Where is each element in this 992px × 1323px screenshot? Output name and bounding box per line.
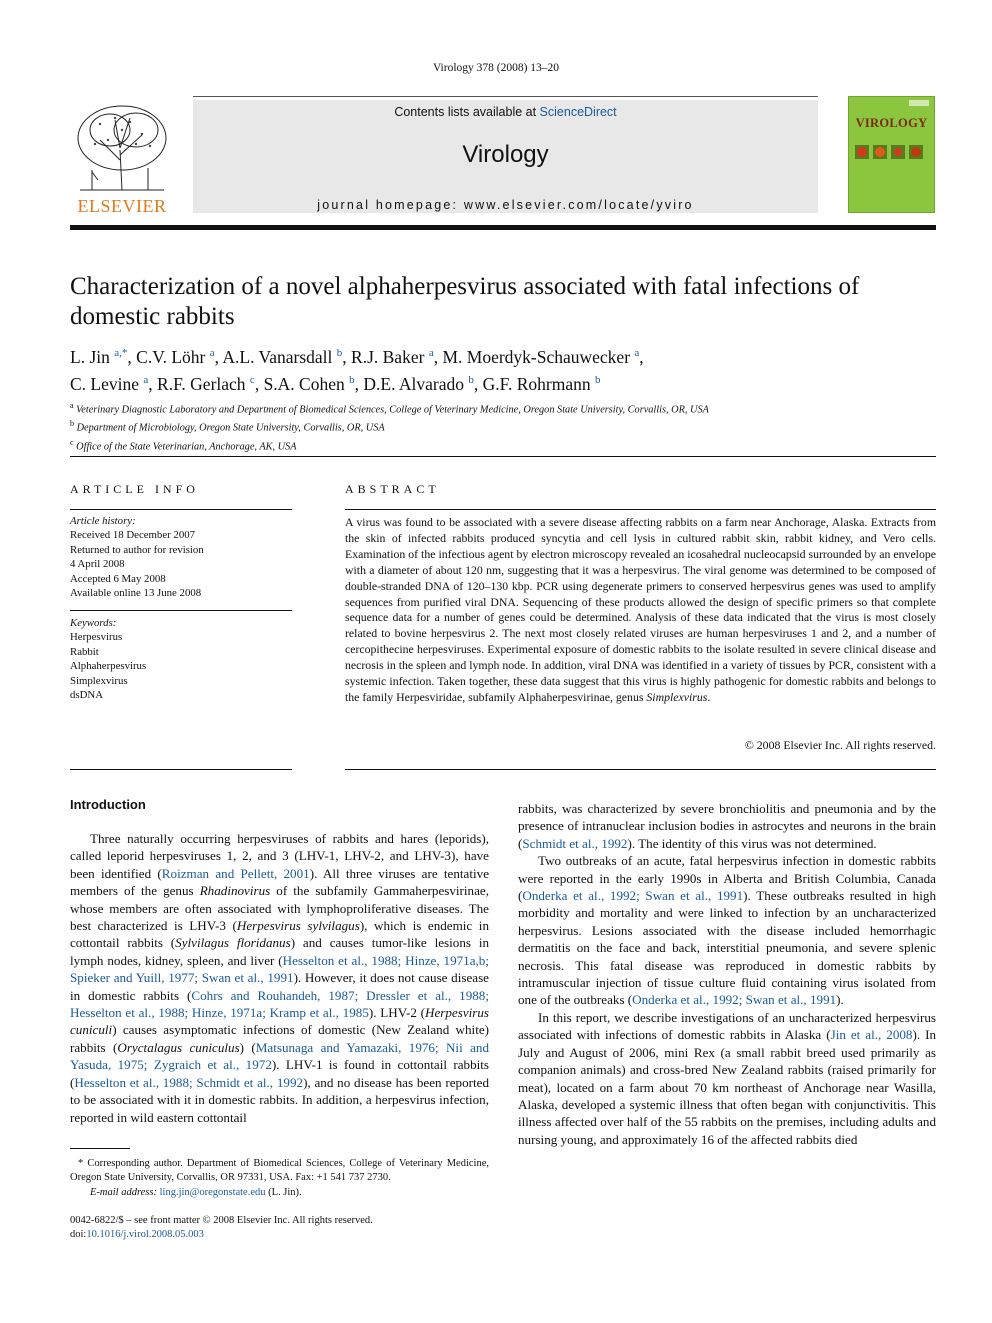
- citation-link[interactable]: Schmidt et al., 1992: [522, 835, 628, 851]
- keyword: dsDNA: [70, 689, 103, 702]
- affiliation-mark: c: [70, 437, 74, 447]
- author-affil-mark[interactable]: b: [468, 373, 474, 386]
- affiliation-c: [70, 436, 936, 454]
- affiliation-mark: b: [70, 419, 74, 429]
- author-name[interactable]: D.E. Alvarado: [363, 373, 464, 394]
- journal-homepage[interactable]: journal homepage: www.elsevier.com/locate/yviro: [317, 198, 694, 212]
- elsevier-wordmark: ELSEVIER: [77, 196, 167, 216]
- email-link[interactable]: ling.jin@oregonstate.edu: [159, 1186, 266, 1198]
- history-label: Article history:: [70, 515, 136, 527]
- author-affil-mark[interactable]: a,*: [114, 347, 128, 359]
- article-info-bottom-rule: [70, 769, 292, 770]
- author-name[interactable]: C. Levine: [70, 373, 140, 394]
- authors-line-2: C. Levine $^a$, R.F. Gerlach $^c$, S.A. Cohen $^b$, D.E. Alvarado $^b$, G.F. Rohrmann $^b$: [70, 373, 601, 394]
- authors-line-1: L. Jin $^{a,*}$, C.V. Löhr $^a$, A.L. Vanarsdall $^b$, R.J. Baker $^a$, M. Moerdyk-Schauwecker $^a$,: [70, 346, 644, 367]
- history-item: Returned to author for revision: [70, 543, 204, 556]
- author-affil-mark[interactable]: a: [634, 347, 640, 359]
- citation-link[interactable]: Jin et al., 2008: [830, 1027, 913, 1043]
- doi-line: [70, 1228, 489, 1242]
- abstract-rule: [345, 509, 936, 510]
- abstract-bottom-rule: [345, 769, 936, 770]
- author-name[interactable]: S.A. Cohen: [263, 373, 345, 394]
- history-item: Available online 13 June 2008: [70, 587, 202, 600]
- affiliation-divider: [70, 456, 936, 457]
- citation-link[interactable]: Hesselton et al., 1988; Schmidt et al., 1992: [74, 1074, 304, 1090]
- intro-paragraph: rabbits, was characterized by severe bronchiolitis and pneumonia and by the presence of intranuclear inclusion bodies in astrocytes and neurons in the brain (Schmidt et al., 1992). The identity of this virus was not determined.: [518, 801, 936, 851]
- keyword: Herpesvirus: [70, 631, 123, 644]
- corresponding-text: * Corresponding author. Department of Biomedical Sciences, College of Veterinary Medicine, Oregon State University, Corvallis, OR 97331, USA. Fax: +1 541 737 2730.: [70, 1158, 489, 1184]
- paper-title: Characterization of a novel alphaherpesvirus associated with fatal infections of domestic rabbits: [70, 273, 860, 330]
- author-name[interactable]: R.F. Gerlach: [157, 373, 246, 394]
- author-name[interactable]: L. Jin: [70, 346, 110, 367]
- affiliation-text: Veterinary Diagnostic Laboratory and Department of Biomedical Sciences, College of Veterinary Medicine, Oregon State University, Corvallis, OR, USA: [76, 404, 709, 416]
- email-line: [70, 1186, 489, 1200]
- affiliations: [70, 399, 936, 454]
- contents-availability: [193, 105, 818, 119]
- keywords-label: Keywords:: [70, 617, 117, 629]
- intro-paragraph: Two outbreaks of an acute, fatal herpesvirus infection in domestic rabbits were reported in the early 1990s in Alberta and British Columbia, Canada (Onderka et al., 1992; Swan et al., 1991). These outbreaks resulted in high morbidity and mortality and were linked to infection by an uncharacterized herpesvirus. Lesions associated with the disease included hemorrhagic dermatitis on the face and back, interstitial pneumonia, and severe splenic necrosis. This fatal disease was reproduced in domestic rabbits by intramuscular injection of tissue culture fluid containing virus isolated from one of the outbreaks (Onderka et al., 1992; Swan et al., 1991).: [518, 853, 936, 1008]
- citation-link[interactable]: Hesselton et al., 1988; Hinze, 1971a,b; Spieker and Yuill, 1977; Swan et al., 1991: [70, 952, 489, 986]
- keyword: Alphaherpesvirus: [70, 660, 147, 673]
- history-item: Received 18 December 2007: [70, 529, 196, 542]
- affiliation-a: [70, 399, 936, 417]
- article-info-rule: [70, 509, 292, 510]
- author-name[interactable]: M. Moerdyk-Schauwecker: [442, 346, 631, 367]
- keywords: [70, 616, 292, 702]
- doi-link[interactable]: 10.1016/j.virol.2008.05.003: [86, 1229, 204, 1241]
- journal-citation: Virology 378 (2008) 13–20: [432, 62, 560, 74]
- doi-label: doi:: [70, 1229, 87, 1241]
- citation-link[interactable]: Matsunaga and Yamazaki, 1976; Nii and Yasuda, 1975; Zygraich et al., 1972: [70, 1039, 489, 1073]
- author-name[interactable]: A.L. Vanarsdall: [222, 346, 333, 367]
- front-matter-meta: [70, 1214, 489, 1243]
- abstract-body: [345, 515, 936, 706]
- author-name[interactable]: G.F. Rohrmann: [482, 373, 591, 394]
- citation-link[interactable]: Onderka et al., 1992; Swan et al., 1991: [522, 888, 744, 904]
- issn-line: 0042-6822/$ – see front matter © 2008 Elsevier Inc. All rights reserved.: [70, 1215, 373, 1226]
- author-name[interactable]: C.V. Löhr: [136, 346, 206, 367]
- author-affil-mark[interactable]: c: [249, 373, 255, 386]
- introduction-heading: Introduction: [70, 797, 146, 812]
- email-suffix: (L. Jin).: [265, 1186, 302, 1198]
- author-name[interactable]: R.J. Baker: [351, 346, 425, 367]
- keyword: Simplexvirus: [70, 674, 128, 687]
- abstract-genus: Simplexvirus: [646, 689, 708, 704]
- keywords-rule: [70, 610, 292, 611]
- author-affil-mark[interactable]: a: [209, 347, 215, 359]
- article-history: [70, 514, 292, 600]
- footnote-rule: [70, 1148, 130, 1149]
- keyword: Rabbit: [70, 645, 99, 658]
- author-list: [70, 342, 936, 396]
- author-affil-mark[interactable]: b: [349, 373, 355, 386]
- abstract-copyright: © 2008 Elsevier Inc. All rights reserved.: [744, 738, 936, 752]
- abstract-text: A virus was found to be associated with a severe disease affecting rabbits on a farm near Anchorage, Alaska. Extracts from the skin of infected rabbits produced syncytia and cell lysis in cultured rabbit skin, rabbit kidney, and Vero cells. Examination of the infectious agent by electron microscopy revealed an icosahedral nucleocapsid surrounded by an envelope with a diameter of about 120 nm, suggesting that it was a herpesvirus. The viral genome was determined to be composed of double-stranded DNA of 120–130 kbp. PCR using degenerate primers to conserved herpesvirus genes was used to amplify sequences from purified viral DNA. Sequencing of these products allowed the design of specific primers so that complete sequence data for a number of genes could be determined. Analysis of these data indicated that the virus is most closely related to bovine herpesvirus 2. The next most closely related viruses are human herpesviruses 1 and 2, and a number of cercopithecine herpesviruses. Experimental exposure of domestic rabbits to the isolate resulted in severe clinical disease and necrosis in the spleen and lymph node. In addition, viral DNA was identified in a variety of tissues by PCR, consistent with a systemic infection. Taken together, these data suggest that this virus is highly pathogenic for domestic rabbits and belongs to the family Herpesviridae, subfamily Alphaherpesvirinae, genus: [345, 515, 936, 704]
- abstract-heading: ABSTRACT: [345, 482, 440, 496]
- affiliation-text: Department of Microbiology, Oregon State University, Corvallis, OR, USA: [76, 422, 385, 434]
- history-item: 4 April 2008: [70, 558, 125, 571]
- author-affil-mark[interactable]: b: [594, 373, 601, 386]
- contents-prefix: Contents lists available at: [394, 105, 540, 119]
- sciencedirect-link[interactable]: ScienceDirect: [539, 105, 617, 119]
- intro-column-left: [70, 830, 489, 1126]
- citation-link[interactable]: Cohrs and Rouhandeh, 1987; Dressler et al., 1988; Hesselton et al., 1988; Hinze, 1971a; Kramp et al., 1985: [70, 987, 489, 1021]
- intro-paragraph: Three naturally occurring herpesviruses of rabbits and hares (leporids), called leporid herpesviruses 1, 2, and 3 (LHV-1, LHV-2, and LHV-3), have been identified (Roizman and Pellett, 2001). All three viruses are tentative members of the genus Rhadinovirus of the subfamily Gammaherpesvirinae, whose members are often associated with lymphoproliferative diseases. The best characterized is LHV-3 (Herpesvirus sylvilagus), which is endemic in cottontail rabbits (Sylvilagus floridanus) and causes tumor-like lesions in lymph nodes, kidney, spleen, and liver (Hesselton et al., 1988; Hinze, 1971a,b; Spieker and Yuill, 1977; Swan et al., 1991). However, it does not cause disease in domestic rabbits (Cohrs and Rouhandeh, 1987; Dressler et al., 1988; Hesselton et al., 1988; Hinze, 1971a; Kramp et al., 1985). LHV-2 (Herpesvirus cuniculi) causes asymptomatic infections of domestic (New Zealand white) rabbits (Oryctalagus cuniculus) (Matsunaga and Yamazaki, 1976; Nii and Yasuda, 1975; Zygraich et al., 1972). LHV-1 is found in cottontail rabbits (Hesselton et al., 1988; Schmidt et al., 1992), and no disease has been reported to be associated with it in domestic rabbits. In addition, a herpesvirus infection, reported in wild eastern cottontail: [70, 831, 490, 1125]
- cover-title: VIROLOGY: [855, 116, 928, 130]
- affiliation-mark: a: [70, 401, 74, 410]
- author-affil-mark[interactable]: a: [143, 373, 149, 386]
- abstract-end: .: [707, 689, 711, 704]
- banner-top-rule: [193, 96, 818, 97]
- author-affil-mark[interactable]: a: [428, 347, 434, 359]
- intro-paragraph: In this report, we describe investigations of an uncharacterized herpesvirus associated with infections of domestic rabbits in Alaska (Jin et al., 2008). In July and August of 2006, mini Rex (a small rabbit breed used primarily as companion animals) and cross-bred New Zealand rabbits (raised primarily for meat), located on a farm about 70 km northeast of Anchorage near Wasilla, Alaska, developed a systemic illness that often began with conjunctivitis. This illness affected over half of the 55 rabbits on the premises, including adults and nursing young, and approximately 16 of the affected rabbits died: [518, 1009, 936, 1147]
- journal-name: Virology: [462, 141, 549, 168]
- corresponding-author-note: [70, 1157, 489, 1200]
- citation-link[interactable]: Roizman and Pellett, 2001: [161, 865, 310, 881]
- journal-cover-image: [848, 96, 935, 213]
- cover-art: [849, 97, 934, 212]
- email-label: E-mail address:: [90, 1186, 160, 1198]
- article-info-heading: ARTICLE INFO: [70, 482, 199, 496]
- author-affil-mark[interactable]: b: [336, 347, 343, 359]
- header-rule: [70, 225, 936, 230]
- citation-link[interactable]: Onderka et al., 1992; Swan et al., 1991: [632, 992, 837, 1008]
- intro-column-right: [518, 800, 936, 1148]
- affiliation-b: [70, 417, 936, 435]
- affiliation-text: Office of the State Veterinarian, Anchorage, AK, USA: [76, 441, 297, 453]
- history-item: Accepted 6 May 2008: [70, 572, 166, 585]
